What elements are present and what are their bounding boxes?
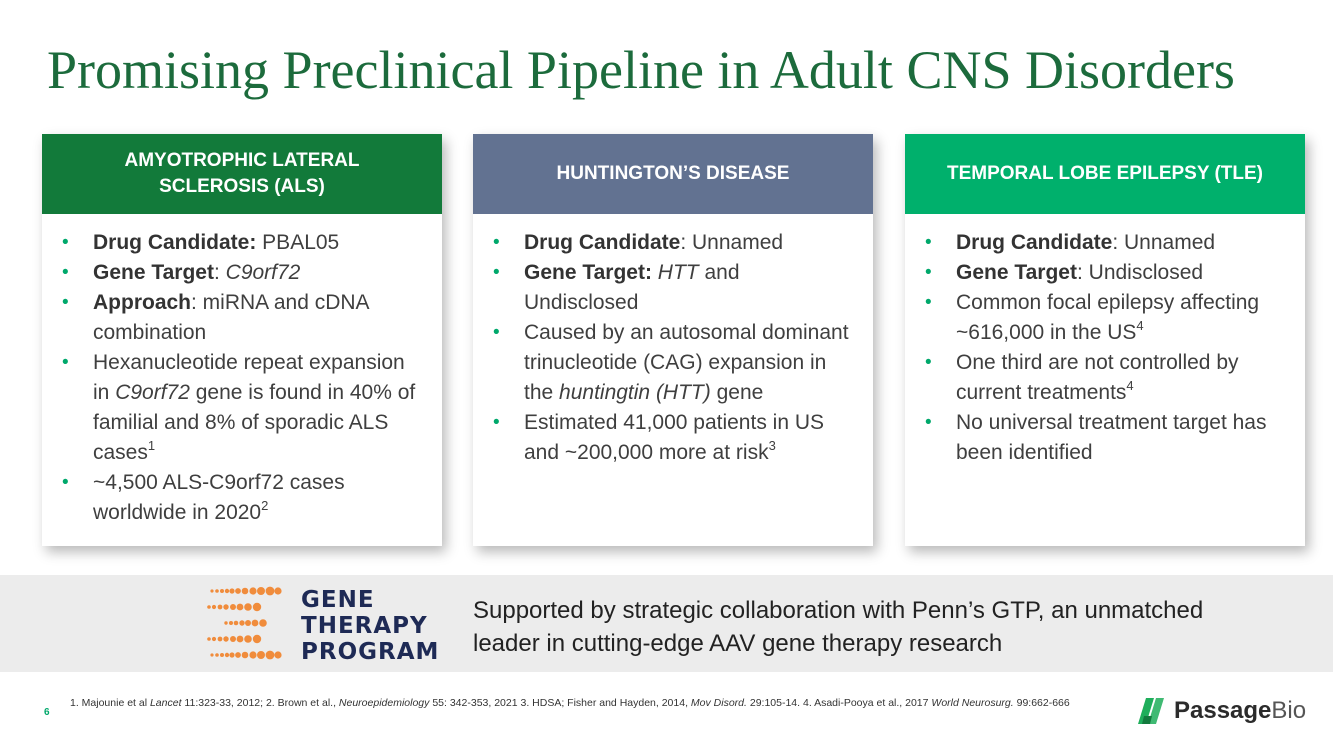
bullet-label: Drug Candidate: (93, 231, 257, 254)
collaboration-statement: Supported by strategic collaboration with Penn’s GTP, an unmatched leader in cutting-edge AAV gene therapy research (473, 597, 1204, 657)
bullet-item (925, 348, 1285, 408)
gtp-line-program: PROGRAM (301, 639, 440, 665)
bullet-item (62, 348, 422, 468)
gtp-line-gene: GENE (301, 587, 375, 613)
footnote-part: 29:105-14. 4. Asadi-Pooya et al., 2017 (746, 697, 932, 709)
footnote-part: Mov Disord. (690, 697, 747, 709)
bullet-item (62, 258, 422, 288)
bullet-item (493, 408, 853, 468)
tle-card (905, 134, 1305, 546)
huntington-card-header: HUNTINGTON’S DISEASE (473, 134, 873, 214)
bullet-item (62, 228, 422, 258)
bullet-italic-text: C9orf72 (115, 381, 190, 404)
bullet-item (925, 408, 1285, 468)
footnote-part: Lancet (149, 697, 182, 709)
footnote-part: 55: 342-353, 2021 3. HDSA; Fisher and Hayden, 2014, (429, 697, 691, 709)
bullet-text: Estimated 41,000 patients in US and ~200,000 more at risk (524, 411, 825, 464)
footnote-part: Neuroepidemiology (338, 697, 430, 709)
als-card-header: AMYOTROPHIC LATERAL SCLEROSIS (ALS) (42, 134, 442, 214)
footnote-references (70, 696, 1120, 711)
bullet-text: gene (710, 381, 764, 404)
huntington-card (473, 134, 873, 546)
bullet-text: PBAL05 (256, 231, 340, 254)
huntington-bullet-list (493, 228, 853, 468)
bullet-label: Gene Target (956, 261, 1077, 284)
bullet-item (62, 288, 422, 348)
bullet-label: Drug Candidate (524, 231, 681, 254)
footnote-part: World Neurosurg. (931, 697, 1014, 709)
footnote-marker: 4 (1136, 318, 1144, 333)
als-card (42, 134, 442, 546)
als-bullet-list (62, 228, 422, 528)
footnote-marker: 2 (261, 498, 269, 513)
bullet-text: : miRNA and cDNA combination (93, 291, 369, 344)
bullet-label: Gene Target: (524, 261, 652, 284)
brand-word-bold: Passage (1174, 697, 1272, 724)
bullet-text: No universal treatment target has been identified (956, 411, 1267, 464)
bullet-text: One third are not controlled by current treatments (956, 351, 1239, 404)
passage-bio-logo (1138, 695, 1306, 727)
gtp-line-therapy: THERAPY (301, 613, 428, 639)
bullet-text: Common focal epilepsy affecting ~616,000 in the US (956, 291, 1260, 344)
footnote-marker: 3 (768, 438, 776, 453)
passage-bio-mark-icon (1138, 698, 1168, 724)
footnote-part: 1. Majounie et al (70, 697, 150, 709)
footnote-part: 99:662-666 (1013, 697, 1070, 709)
tle-bullet-list (925, 228, 1285, 468)
page-number: 6 (44, 707, 50, 718)
bullet-italic-text: huntingtin (HTT) (559, 381, 711, 404)
brand-word-light: Bio (1271, 697, 1307, 724)
bullet-text: Caused by an autosomal dominant trinucleotide (CAG) expansion in the (524, 321, 849, 404)
footnote-part: 11:323-33, 2012; 2. Brown et al., (181, 697, 339, 709)
bullet-italic-text: HTT (651, 261, 699, 284)
bullet-item (493, 318, 853, 408)
footnote-marker: 1 (147, 438, 156, 453)
bullet-italic-text: C9orf72 (225, 261, 301, 284)
bullet-item (493, 228, 853, 258)
bullet-item (493, 258, 853, 318)
bullet-item (925, 288, 1285, 348)
bullet-label: Gene Target (93, 261, 214, 284)
bullet-text: gene is found in 40% of familial and 8% of sporadic ALS cases (93, 381, 416, 464)
bullet-item (925, 228, 1285, 258)
bullet-text: : Undisclosed (1076, 261, 1204, 284)
page-title: Promising Preclinical Pipeline in Adult CNS Disorders (47, 40, 1235, 100)
bullet-text: and Undisclosed (524, 261, 740, 314)
bullet-item (925, 258, 1285, 288)
bullet-label: Drug Candidate (956, 231, 1113, 254)
bullet-text: : Unnamed (680, 231, 784, 254)
bullet-text: : Unnamed (1112, 231, 1216, 254)
bullet-item (62, 468, 422, 528)
bullet-label: Approach (93, 291, 192, 314)
gene-therapy-program-logo-text (301, 587, 439, 665)
footnote-marker: 4 (1126, 378, 1134, 393)
bullet-text: : (213, 261, 226, 284)
bullet-text: ~4,500 ALS-C9orf72 cases worldwide in 2020 (93, 471, 345, 524)
tle-card-header: TEMPORAL LOBE EPILEPSY (TLE) (905, 134, 1305, 214)
bullet-text: Hexanucleotide repeat expansion in (93, 351, 405, 404)
